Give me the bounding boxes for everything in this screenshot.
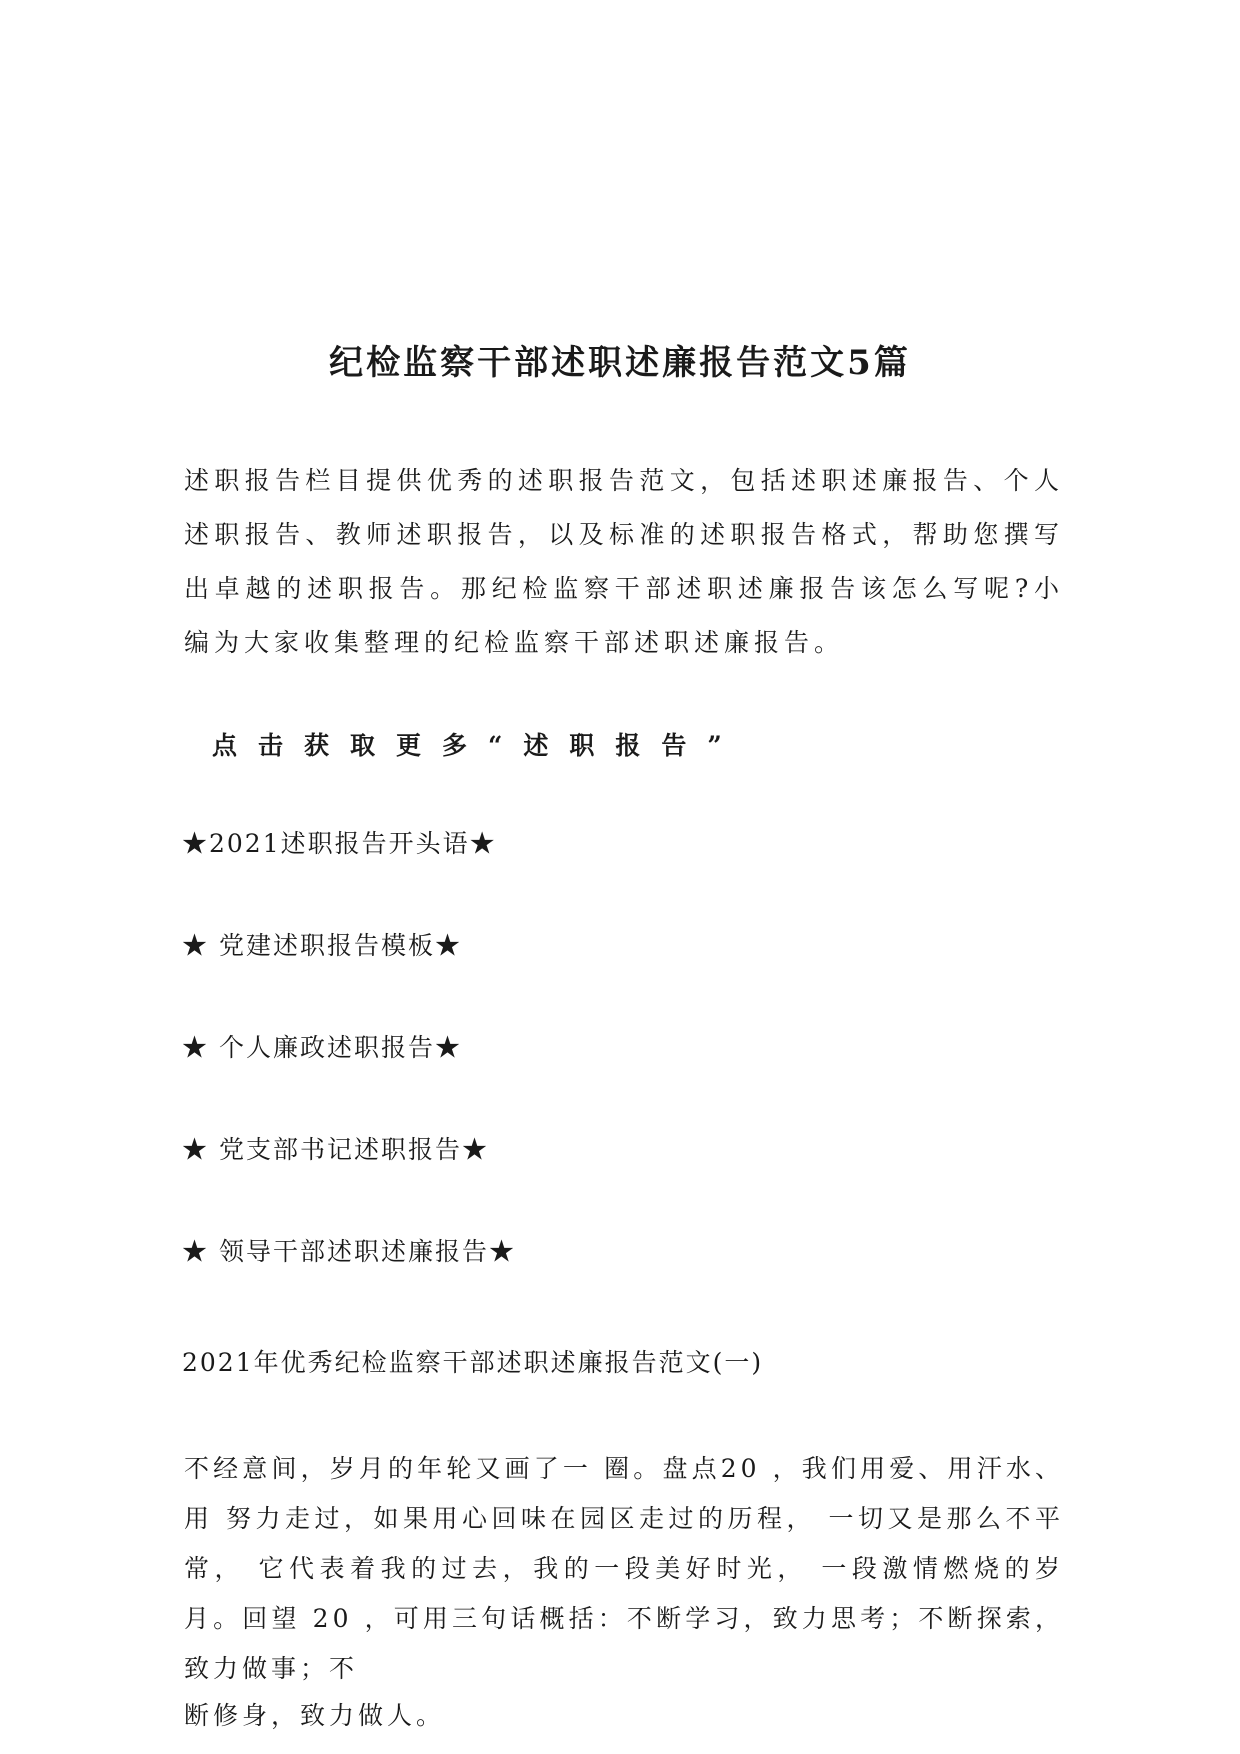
body-paragraph: 不经意间，岁月的年轮又画了一 圈。盘点20 ，我们用爱、用汗水、用 努力走过，如果用心回味在园区走过的历程， 一切又是那么不平常， 它代表着我的过去，我的一段美好时光， 一段激情燃烧的岁月。回望 20 ，可用三句话概括：不断学习，致力思考；不断探索，致力做事；不 (184, 1454, 1064, 1683)
link-personal-integrity-report[interactable]: ★ 个人廉政述职报告★ (182, 1033, 462, 1062)
body-paragraph-tail: 断修身，致力做人。 (184, 1701, 446, 1730)
link-party-building-template[interactable]: ★ 党建述职报告模板★ (182, 931, 462, 960)
link-leader-cadre-report[interactable]: ★ 领导干部述职述廉报告★ (182, 1237, 516, 1266)
document-title: 纪检监察干部述职述廉报告范文5篇 (329, 343, 911, 383)
link-branch-secretary-report[interactable]: ★ 党支部书记述职报告★ (182, 1135, 489, 1164)
link-opening-remarks[interactable]: ★2021述职报告开头语★ (182, 829, 497, 858)
section-title: 2021年优秀纪检监察干部述职述廉报告范文(一) (182, 1348, 764, 1377)
intro-paragraph: 述职报告栏目提供优秀的述职报告范文，包括述职述廉报告、个人述职报告、教师述职报告，以及标准的述职报告格式，帮助您撰写出卓越的述职报告。那纪检监察干部述职述廉报告该怎么写呢?小编为大家收集整理的纪检监察干部述职述廉报告。 (184, 466, 1064, 657)
more-reports-heading: 点击获取更多“述职报告” (212, 731, 743, 760)
